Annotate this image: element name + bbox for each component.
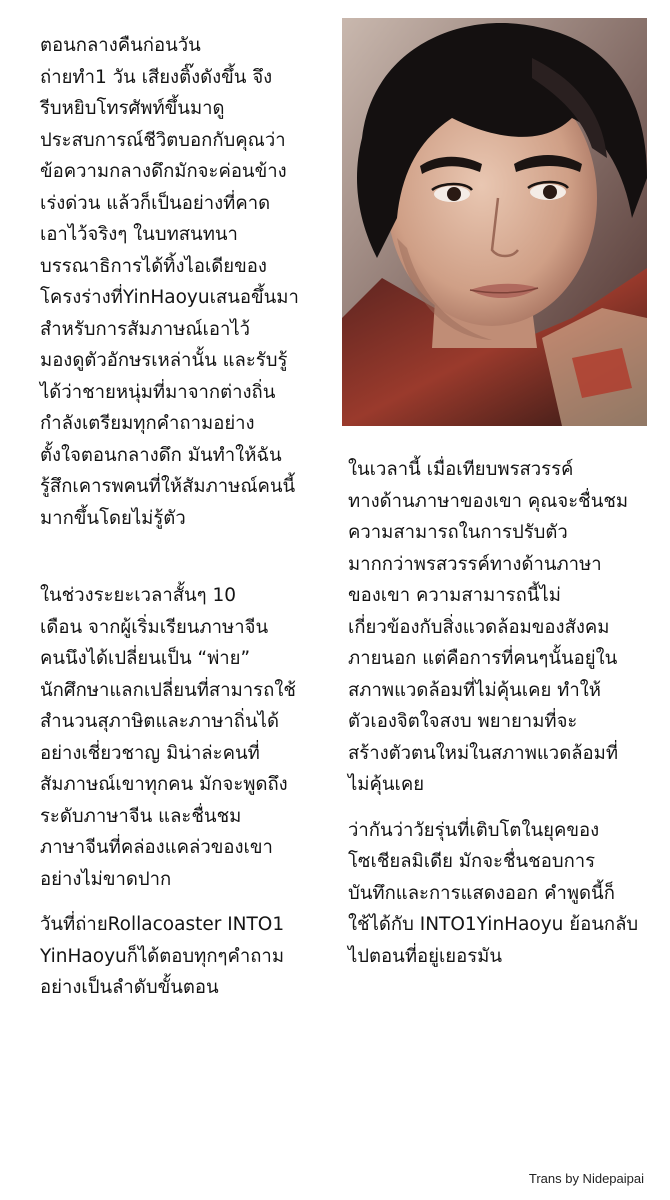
portrait-photo (342, 18, 647, 426)
paragraph-ten-months-chinese: ในช่วงระยะเวลาสั้นๆ 10 เดือน จากผู้เริ่มเรียนภาษาจีน คนนึงได้เปลี่ยนเป็น “พ่าย” นักศึกษาแลกเปลี่ยนที่สามารถใช้ สำนวนสุภาษิตและภาษาถิ่นได้ อย่างเชี่ยวชาญ มิน่าล่ะคนที่ สัมภาษณ์เขาทุกคน มักจะพูดถึง ระดับภาษาจีน และชื่นชม ภาษาจีนที่คล่องแคล่วของเขา อย่างไม่ขาดปาก (40, 585, 296, 890)
paragraph-social-media-youth: ว่ากันว่าวัยรุ่นที่เติบโตในยุคของ โซเชียลมิเดีย มักจะชื่นชอบการ บันทึกและการแสดงออก คำพูดนี้ก็ ใช้ได้กับ INTO1YinHaoyu ย้อนกลับ ไปตอนที่อยู่เยอรมัน (348, 819, 639, 967)
paragraph-night-before-shoot: ตอนกลางคืนก่อนวัน ถ่ายทำ1 วัน เสียงติ๊งดังขึ้น จึง รีบหยิบโทรศัพท์ขึ้นมาดู ประสบการณ์ชีวิตบอกกับคุณว่า ข้อความกลางดึกมักจะค่อนข้าง เร่งด่วน แล้วก็เป็นอย่างที่คาด เอาไว้จริงๆ ในบทสนทนา บรรณาธิการได้ทิ้งไอเดียของ โครงร่างที่YinHaoyuเสนอขึ้นมา สำหรับการสัมภาษณ์เอาไว้ มองดูตัวอักษรเหล่านั้น และรับรู้ ได้ว่าชายหนุ่มที่มาจากต่างถิ่น กำลังเตรียมทุกคำถามอย่าง ตั้งใจตอนกลางดึก มันทำให้ฉัน รู้สึกเคารพคนที่ให้สัมภาษณ์คนนี้ มากขึ้นโดยไม่รู้ตัว (40, 35, 299, 529)
left-text-column (40, 30, 330, 1004)
paragraph-shoot-day: วันที่ถ่ายRollacoaster INTO1 YinHaoyuก็ได้ตอบทุกๆคำถาม อย่างเป็นลำดับขั้นตอน (40, 914, 285, 998)
portrait-illustration (342, 18, 647, 426)
translator-credit: Trans by Nidepaipai (528, 1171, 644, 1186)
right-text-column (348, 454, 654, 972)
paragraph-adaptability: ในเวลานี้ เมื่อเทียบพรสวรรค์ ทางด้านภาษาของเขา คุณจะชื่นชม ความสามารถในการปรับตัว มากกว่าพรสวรรค์ทางด้านภาษา ของเขา ความสามารถนี้ไม่ เกี่ยวข้องกับสิ่งแวดล้อมของสังคม ภายนอก แต่คือการที่คนๆนั้นอยู่ใน สภาพแวดล้อมที่ไม่คุ้นเคย ทำให้ ตัวเองจิตใจสงบ พยายามที่จะ สร้างตัวตนใหม่ในสภาพแวดล้อมที่ ไม่คุ้นเคย (348, 459, 629, 795)
